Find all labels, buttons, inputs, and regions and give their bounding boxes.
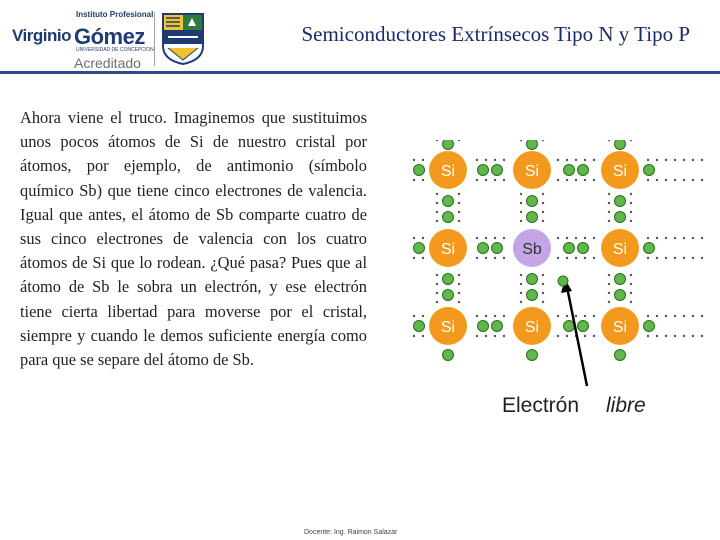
bond-dot [458, 140, 460, 141]
atom-label: Si [440, 241, 456, 258]
bond-dot [566, 315, 568, 317]
atom-si [601, 307, 639, 345]
atom-label: Si [440, 319, 456, 336]
bond-dot [413, 335, 415, 337]
bond-dot [413, 257, 415, 259]
bond-dot [436, 283, 438, 285]
bond-dot [608, 274, 610, 276]
atom-label: Si [524, 319, 540, 336]
bond-dot [458, 211, 460, 213]
electron [527, 196, 538, 207]
bond-dot [593, 237, 595, 239]
atom-label: Si [612, 319, 628, 336]
caption-libre: libre [606, 394, 646, 417]
bond-dot [520, 140, 522, 141]
bond-dot [630, 202, 632, 204]
bond-dot [683, 335, 685, 337]
bond-dot [665, 335, 667, 337]
bond-dot [503, 179, 505, 181]
electron [615, 140, 626, 150]
institution-logo [12, 10, 202, 70]
bond-dot [608, 211, 610, 213]
bond-dot [584, 335, 586, 337]
bond-dot [584, 257, 586, 259]
bond-dot [656, 257, 658, 259]
bond-dot [593, 179, 595, 181]
bond-dot [665, 179, 667, 181]
bond-dot [683, 179, 685, 181]
logo-accreditation: Acreditado [74, 55, 141, 71]
electron [478, 321, 489, 332]
bond-dot [692, 179, 694, 181]
bond-dot [665, 237, 667, 239]
atom-si [513, 151, 551, 189]
bond-dot [593, 257, 595, 259]
electron [564, 165, 575, 176]
bond-dot [683, 237, 685, 239]
electron [443, 212, 454, 223]
bond-dot [674, 159, 676, 161]
bond-dot [542, 202, 544, 204]
electron [578, 321, 589, 332]
bond-dot [413, 315, 415, 317]
bond-dot [458, 274, 460, 276]
bond-dot [630, 193, 632, 195]
bond-dot [674, 237, 676, 239]
bond-dot [436, 220, 438, 222]
electron [615, 196, 626, 207]
bond-dot [458, 301, 460, 303]
electron [443, 350, 454, 361]
bond-dot [701, 315, 703, 317]
bond-dot [476, 179, 478, 181]
bond-dot [542, 220, 544, 222]
bond-dot [674, 315, 676, 317]
bond-dot [436, 301, 438, 303]
electron [478, 165, 489, 176]
bond-dot [436, 292, 438, 294]
electron [564, 243, 575, 254]
electron [615, 212, 626, 223]
electron [527, 290, 538, 301]
bond-dot [608, 202, 610, 204]
bond-dot [692, 257, 694, 259]
bond-dot [485, 257, 487, 259]
bond-dot [485, 315, 487, 317]
bond-dot [520, 193, 522, 195]
bond-dot [458, 283, 460, 285]
atom-si [429, 151, 467, 189]
bond-dot [575, 315, 577, 317]
bond-dot [520, 292, 522, 294]
bond-dot [494, 237, 496, 239]
atom-si [601, 229, 639, 267]
electron [443, 196, 454, 207]
bond-dot [566, 335, 568, 337]
bond-dot [542, 193, 544, 195]
atom-si [601, 151, 639, 189]
bond-dot [476, 257, 478, 259]
bond-dot [647, 159, 649, 161]
atom-label: Si [612, 241, 628, 258]
bond-dot [630, 140, 632, 141]
electron [578, 165, 589, 176]
electron [527, 350, 538, 361]
logo-small-text: Instituto Profesional [76, 10, 154, 19]
bond-dot [422, 335, 424, 337]
electron [644, 165, 655, 176]
bond-dot [575, 179, 577, 181]
bond-dot [557, 159, 559, 161]
bond-dot [566, 179, 568, 181]
bond-dot [557, 179, 559, 181]
bond-dot [485, 179, 487, 181]
electron [615, 290, 626, 301]
bond-dot [476, 315, 478, 317]
bond-dot [701, 335, 703, 337]
bond-dot [422, 315, 424, 317]
bond-dot [503, 237, 505, 239]
bond-dot [494, 257, 496, 259]
bond-dot [494, 179, 496, 181]
electron [414, 321, 425, 332]
bond-dot [494, 335, 496, 337]
electron [644, 243, 655, 254]
bond-dot [630, 220, 632, 222]
slide-header [0, 0, 720, 72]
free-electron-arrow [561, 279, 587, 386]
logo-name-first: Virginio [12, 26, 71, 45]
bond-dot [436, 211, 438, 213]
free-electron [558, 276, 568, 286]
bond-dot [701, 257, 703, 259]
atom-sb [513, 229, 551, 267]
lattice-svg [410, 140, 710, 430]
bond-dot [608, 301, 610, 303]
electron [615, 350, 626, 361]
bond-dot [503, 315, 505, 317]
bond-dot [575, 257, 577, 259]
bond-dot [683, 159, 685, 161]
bond-dot [485, 237, 487, 239]
bond-dot [608, 193, 610, 195]
bond-dot [647, 179, 649, 181]
bond-dot [494, 315, 496, 317]
electron [443, 290, 454, 301]
bond-dot [520, 301, 522, 303]
bond-dot [575, 237, 577, 239]
bond-dot [413, 179, 415, 181]
atom-label: Si [440, 163, 456, 180]
logo-university: UNIVERSIDAD DE CONCEPCION [76, 47, 154, 53]
bond-dot [494, 159, 496, 161]
bond-dot [593, 159, 595, 161]
bond-dot [557, 335, 559, 337]
bond-dot [476, 335, 478, 337]
bond-dot [584, 179, 586, 181]
electron [615, 274, 626, 285]
bond-dot [665, 315, 667, 317]
electron [578, 243, 589, 254]
bond-dot [520, 274, 522, 276]
bond-dot [503, 159, 505, 161]
footer-teacher: Docente: Ing. Raimon Salazar [304, 529, 398, 536]
bond-dot [557, 315, 559, 317]
bond-dot [647, 315, 649, 317]
atom-si [513, 307, 551, 345]
bond-dot [458, 292, 460, 294]
bond-dot [701, 159, 703, 161]
bond-dot [647, 335, 649, 337]
electron [443, 274, 454, 285]
bond-dot [692, 335, 694, 337]
bond-dot [557, 237, 559, 239]
electron [492, 321, 503, 332]
bond-dot [458, 220, 460, 222]
electron [644, 321, 655, 332]
bond-dot [683, 257, 685, 259]
bond-dot [656, 335, 658, 337]
bond-dot [520, 283, 522, 285]
bond-dot [557, 257, 559, 259]
bond-dot [630, 283, 632, 285]
caption-electron: Electrón [502, 394, 580, 417]
electron [527, 212, 538, 223]
bond-dot [692, 159, 694, 161]
bond-dot [422, 159, 424, 161]
bond-dot [630, 274, 632, 276]
bond-dot [422, 257, 424, 259]
atom-label: Si [524, 163, 540, 180]
bond-dot [593, 315, 595, 317]
bond-dot [542, 140, 544, 141]
bond-dot [542, 301, 544, 303]
electron [414, 243, 425, 254]
atoms [429, 151, 639, 345]
logo-divider [154, 12, 155, 66]
bond-dot [476, 237, 478, 239]
bond-dot [413, 159, 415, 161]
bond-dot [458, 193, 460, 195]
bond-dot [608, 292, 610, 294]
bond-dot [542, 274, 544, 276]
crest-icon [160, 12, 206, 66]
bond-dot [520, 211, 522, 213]
bond-dot [436, 193, 438, 195]
bond-dot [485, 159, 487, 161]
bond-dot [692, 237, 694, 239]
bond-dot [436, 274, 438, 276]
atom-label: Sb [522, 241, 542, 258]
bond-dot [692, 315, 694, 317]
bond-dot [584, 159, 586, 161]
bond-dot [584, 237, 586, 239]
electron [414, 165, 425, 176]
bond-dot [630, 301, 632, 303]
bond-dot [674, 179, 676, 181]
header-divider [0, 71, 720, 74]
bond-dot [422, 237, 424, 239]
atom-label: Si [612, 163, 628, 180]
electron [478, 243, 489, 254]
bond-dot [674, 335, 676, 337]
bond-dot [503, 257, 505, 259]
bond-dot [436, 140, 438, 141]
bond-dot [630, 292, 632, 294]
bond-dot [566, 237, 568, 239]
bond-dot [656, 237, 658, 239]
bond-dot [630, 211, 632, 213]
bond-dot [608, 140, 610, 141]
bond-dot [656, 179, 658, 181]
bond-dot [584, 315, 586, 317]
bond-dot [566, 257, 568, 259]
electron [527, 274, 538, 285]
bond-dot [647, 237, 649, 239]
bond-dot [458, 202, 460, 204]
bond-dot [476, 159, 478, 161]
crystal-lattice-diagram [410, 140, 710, 430]
bond-dot [413, 237, 415, 239]
bond-dot [608, 220, 610, 222]
electron [492, 165, 503, 176]
bond-dot [575, 159, 577, 161]
atom-si [429, 229, 467, 267]
bond-dot [683, 315, 685, 317]
bond-dot [593, 335, 595, 337]
bond-dot [665, 257, 667, 259]
logo-name-last: Gómez [74, 24, 145, 49]
bond-dot [665, 159, 667, 161]
bond-dot [566, 159, 568, 161]
electron [492, 243, 503, 254]
bond-dot [542, 283, 544, 285]
bond-dot [520, 220, 522, 222]
bond-dot [608, 283, 610, 285]
bond-dot [520, 202, 522, 204]
bond-dot [436, 202, 438, 204]
bond-dot [656, 159, 658, 161]
bond-dot [701, 179, 703, 181]
bond-dot [542, 211, 544, 213]
bond-dot [422, 179, 424, 181]
atom-si [429, 307, 467, 345]
bond-dot [701, 237, 703, 239]
bond-dot [542, 292, 544, 294]
bond-dot [656, 315, 658, 317]
body-paragraph: Ahora viene el truco. Imaginemos que sustituimos unos pocos átomos de Si de nuestro cristal por átomos, por ejemplo, de antimonio (símbolo químico Sb) que tiene cinco electrones de valencia. Igual que antes, el átomo de Sb comparte cuatro de sus cinco electrones de valencia con los cuatro átomos de Si que lo rodean. ¿Qué pasa? Pues que al átomo de Sb le sobra un electrón, y ese electrón tiene cierta libertad para moverse por el cristal, siempre y cuando le demos suficiente energía como para que se separe del átomo de Sb. [20, 108, 367, 370]
electron [443, 140, 454, 150]
electron [527, 140, 538, 150]
bond-dot [503, 335, 505, 337]
page-title: Semiconductores Extrínsecos Tipo N y Tipo P [301, 22, 690, 46]
bond-dot [674, 257, 676, 259]
bond-dot [485, 335, 487, 337]
bond-dot [647, 257, 649, 259]
